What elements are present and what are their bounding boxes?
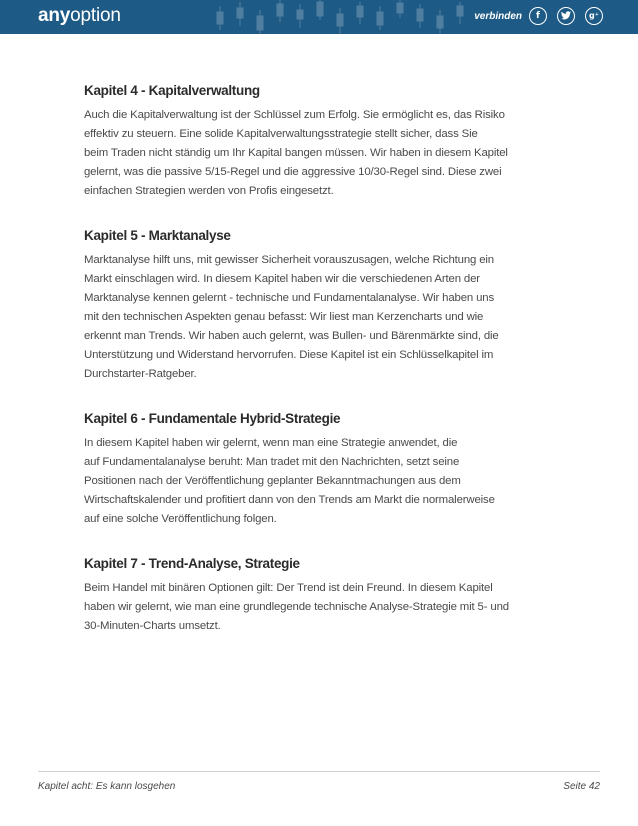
text-line: haben wir gelernt, wie man eine grundlegende technische Analyse-Strategie mit 5- und — [84, 601, 509, 613]
text-line: Marktanalyse hilft uns, mit gewisser Sicherheit vorauszusagen, welche Richtung ein — [84, 254, 494, 266]
text-line: einfachen Strategien werden von Profis eingesetzt. — [84, 185, 334, 197]
chapter-6-text — [84, 434, 564, 529]
text-line: Positionen nach der Veröffentlichung geplanter Bekanntmachungen aus dem — [84, 475, 461, 487]
connect-label: verbinden — [474, 11, 522, 22]
twitter-icon[interactable] — [557, 7, 575, 25]
text-line: Markt einschlagen wird. In diesem Kapitel haben wir die verschiedenen Arten der — [84, 273, 480, 285]
google-plus-icon[interactable]: g⁺ — [585, 7, 603, 25]
text-line: Marktanalyse kennen gelernt - technische und Fundamentalanalyse. Wir haben uns — [84, 292, 494, 304]
chapter-5-title: Kapitel 5 - Marktanalyse — [84, 228, 231, 243]
main-content — [84, 82, 564, 636]
text-line: auf eine solche Veröffentlichung folgen. — [84, 513, 277, 525]
text-line: beim Traden nicht ständig um Ihr Kapital bangen müssen. Wir haben in diesem Kapitel — [84, 147, 508, 159]
text-line: auf Fundamentalanalyse beruht: Man tradet mit den Nachrichten, setzt seine — [84, 456, 460, 468]
brand-logo[interactable] — [38, 5, 121, 27]
text-line: In diesem Kapitel haben wir gelernt, wenn man eine Strategie anwendet, die — [84, 437, 458, 449]
twitter-bird-glyph — [561, 11, 571, 20]
logo-regular-part: option — [70, 5, 121, 26]
logo-bold-part: any — [38, 5, 71, 26]
chapter-4-section — [84, 82, 564, 201]
footer-page-number: Seite 42 — [563, 781, 600, 792]
chapter-5-text — [84, 251, 564, 384]
chapter-5-section — [84, 227, 564, 384]
chapter-7-title: Kapitel 7 - Trend-Analyse, Strategie — [84, 556, 300, 571]
text-line: mit den technischen Aspekten genau befasst: Wir liest man Kerzencharts und wie — [84, 311, 484, 323]
text-line: erkennt man Trends. Wir haben auch gelernt, was Bullen- und Bärenmärkte sind, die — [84, 330, 499, 342]
footer-chapter-label: Kapitel acht: Es kann losgehen — [38, 781, 176, 792]
text-line: effektiv zu steuern. Eine solide Kapitalverwaltungsstrategie stellt sicher, dass Sie — [84, 128, 478, 140]
text-line: Auch die Kapitalverwaltung ist der Schlüssel zum Erfolg. Sie ermöglicht es, das Risiko — [84, 109, 505, 121]
text-line: Wirtschaftskalender und profitiert dann von den Trends am Markt die normalerweise — [84, 494, 495, 506]
chapter-7-text — [84, 579, 564, 636]
candlestick-decoration — [210, 0, 470, 34]
text-line: gelernt, was die passive 5/15-Regel und die aggressive 10/30-Regel sind. Diese zwei — [84, 166, 502, 178]
text-line: Durchstarter-Ratgeber. — [84, 368, 197, 380]
text-line: Beim Handel mit binären Optionen gilt: Der Trend ist dein Freund. In diesem Kapitel — [84, 582, 493, 594]
page-header — [0, 0, 638, 34]
chapter-6-section — [84, 410, 564, 529]
chapter-4-text — [84, 106, 564, 201]
facebook-icon[interactable]: f — [529, 7, 547, 25]
chapter-4-title: Kapitel 4 - Kapitalverwaltung — [84, 83, 260, 98]
text-line: 30-Minuten-Charts umsetzt. — [84, 620, 221, 632]
chapter-6-title: Kapitel 6 - Fundamentale Hybrid-Strategie — [84, 411, 341, 426]
text-line: Unterstützung und Widerstand hervorrufen. Diese Kapitel ist ein Schlüsselkapitel im — [84, 349, 494, 361]
chapter-7-section — [84, 555, 564, 636]
footer-divider — [38, 771, 600, 772]
